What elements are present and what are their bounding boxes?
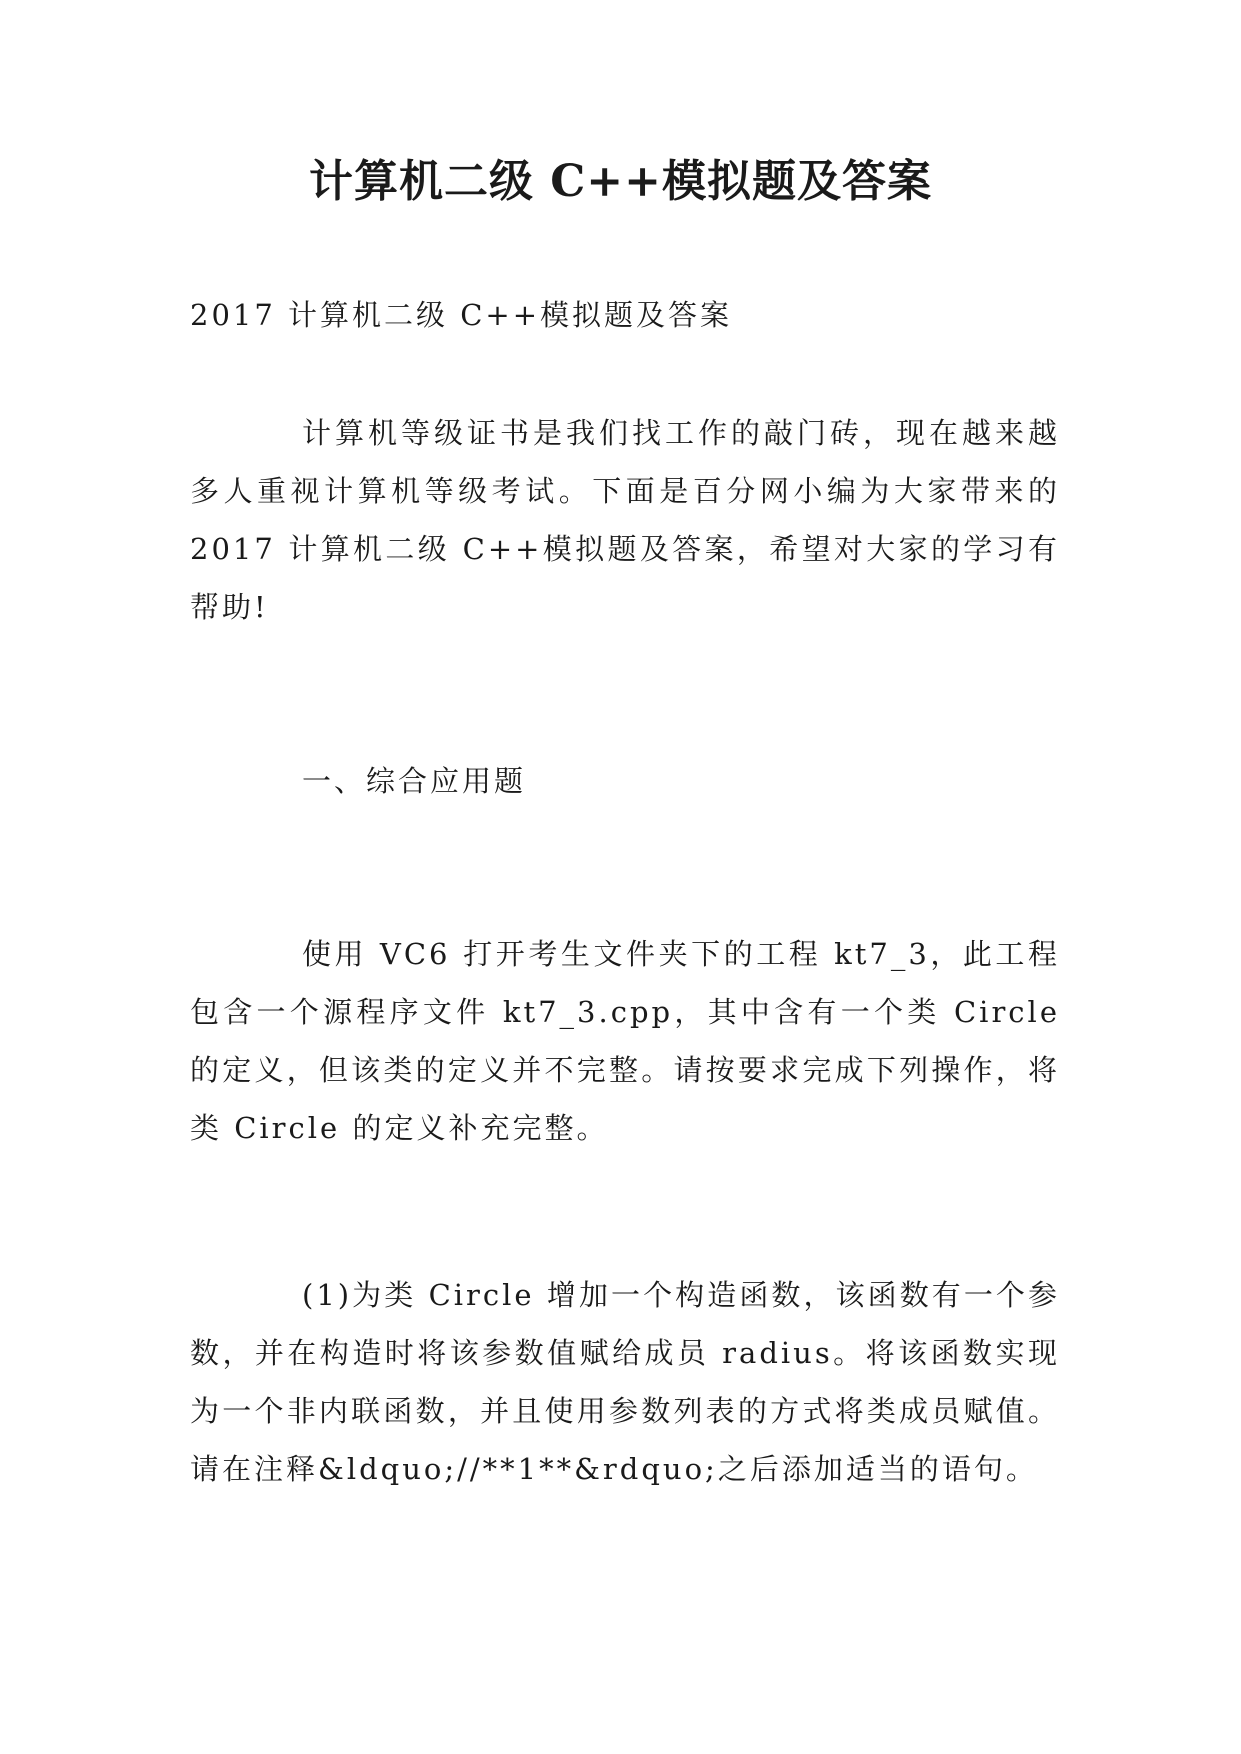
section-heading: 一、综合应用题 xyxy=(302,764,527,798)
intro-paragraph: 计算机等级证书是我们找工作的敲门砖，现在越来越多人重视计算机等级考试。下面是百分网小编为大家带来的 2017 计算机二级 C++模拟题及答案，希望对大家的学习有帮助! xyxy=(190,416,1060,624)
document-subtitle: 2017 计算机二级 C++模拟题及答案 xyxy=(190,298,733,332)
task-description-paragraph: 使用 VC6 打开考生文件夹下的工程 kt7_3，此工程包含一个源程序文件 kt7_3.cpp，其中含有一个类 Circle 的定义，但该类的定义并不完整。请按要求完成下列操作，将类 Circle 的定义补充完整。 xyxy=(190,937,1060,1145)
task-item-1-paragraph: (1)为类 Circle 增加一个构造函数，该函数有一个参数，并在构造时将该参数值赋给成员 radius。将该函数实现为一个非内联函数，并且使用参数列表的方式将类成员赋值。请在注释&ldquo;//**1**&rdquo;之后添加适当的语句。 xyxy=(190,1278,1060,1486)
document-title: 计算机二级 C++模拟题及答案 xyxy=(308,156,933,207)
